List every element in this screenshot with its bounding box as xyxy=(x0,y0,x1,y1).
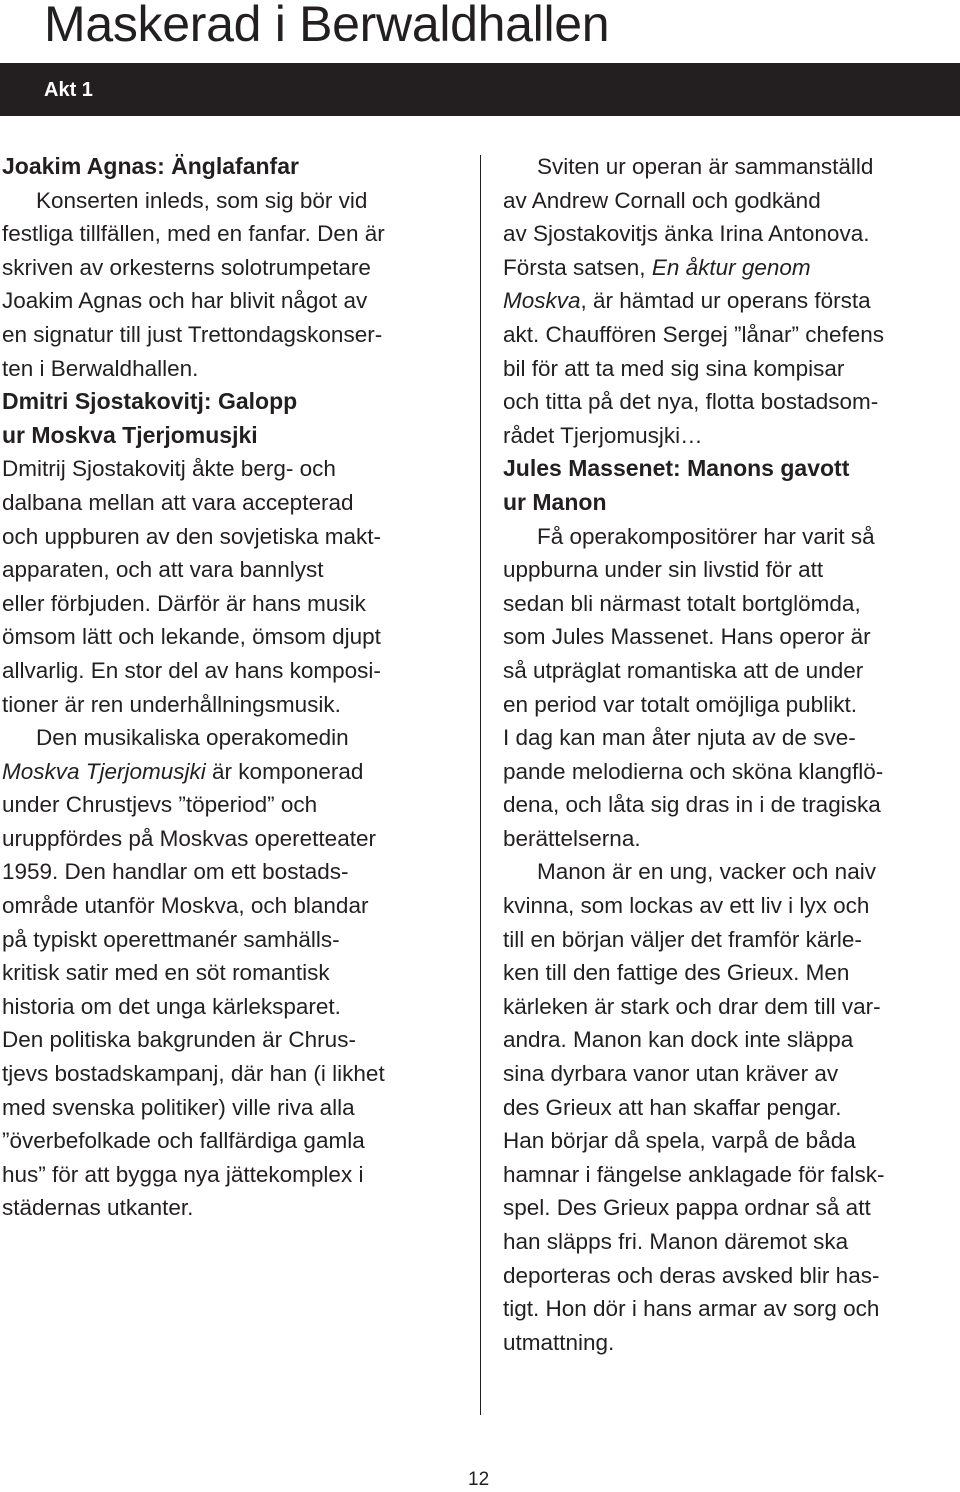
text-line: skriven av orkesterns solotrumpetare xyxy=(2,254,371,280)
text-line: allvarlig. En stor del av hans komposi- xyxy=(2,657,381,683)
text-line: sina dyrbara vanor utan kräver av xyxy=(503,1061,839,1087)
work-title: Moskva xyxy=(503,288,581,314)
text-line: som Jules Massenet. Hans operor är xyxy=(503,624,871,650)
heading-galopp xyxy=(2,385,457,452)
text-line: Konserten inleds, som sig bör vid xyxy=(36,187,368,213)
text-line: till en början väljer det framför kärle- xyxy=(503,926,862,952)
text-line: en period var totalt omöjliga publikt. xyxy=(503,691,857,717)
text-line: tigt. Hon dör i hans armar av sorg och xyxy=(503,1296,880,1322)
text-line: städernas utkanter. xyxy=(2,1195,194,1221)
work-title: Moskva Tjerjomusjki xyxy=(2,758,206,784)
text-line: så utpräglat romantiska att de under xyxy=(503,657,864,683)
text-line: festliga tillfällen, med en fanfar. Den är xyxy=(2,221,385,247)
text-line: utmattning. xyxy=(503,1329,615,1355)
page-number: 12 xyxy=(468,1469,490,1490)
act-header-bar xyxy=(0,63,960,116)
text-line: eller förbjuden. Därför är hans musik xyxy=(2,590,366,616)
text-line: dena, och låta sig dras in i de tragiska xyxy=(503,792,881,818)
text-line: pande melodierna och sköna klangflö- xyxy=(503,758,884,784)
paragraph-manon-story xyxy=(503,855,958,1359)
text-line: område utanför Moskva, och blandar xyxy=(2,893,369,919)
text-line: rådet Tjerjomusjki… xyxy=(503,422,703,448)
text-line: kvinna, som lockas av ett liv i lyx och xyxy=(503,893,870,919)
heading-line: ur Manon xyxy=(503,488,607,515)
text-line: och titta på det nya, flotta bostadsom- xyxy=(503,389,879,415)
text-line: 1959. Den handlar om ett bostads- xyxy=(2,859,349,885)
heading-manon xyxy=(503,452,958,519)
text-line: akt. Chauffören Sergej ”lånar” chefens xyxy=(503,321,885,347)
text-line: kritisk satir med en söt romantisk xyxy=(2,960,330,986)
paragraph-massenet xyxy=(503,520,958,856)
column-divider xyxy=(480,155,481,1415)
page-title: Maskerad i Berwaldhallen xyxy=(44,0,610,52)
heading-line: Jules Massenet: Manons gavott xyxy=(503,455,850,482)
text-line: uruppfördes på Moskvas operetteater xyxy=(2,825,376,851)
left-column xyxy=(2,150,457,1225)
text-line: spel. Des Grieux pappa ordnar så att xyxy=(503,1195,871,1221)
text-line: Han börjar då spela, varpå de båda xyxy=(503,1128,856,1154)
text-line: Manon är en ung, vacker och naiv xyxy=(537,859,876,885)
text-line: ömsom lätt och lekande, ömsom djupt xyxy=(2,624,381,650)
text-line: med svenska politiker) ville riva alla xyxy=(2,1094,355,1120)
text-line: Sviten ur operan är sammanställd xyxy=(537,154,874,179)
text-line: en signatur till just Trettondagskonser- xyxy=(2,321,383,347)
text-line: av Andrew Cornall och godkänd xyxy=(503,187,821,213)
text-line: andra. Manon kan dock inte släppa xyxy=(503,1027,854,1053)
heading-line: Joakim Agnas: Änglafanfar xyxy=(2,153,299,179)
paragraph-anglafanfar xyxy=(2,184,457,386)
text-line: I dag kan man åter njuta av de sve- xyxy=(503,725,856,751)
text-line: Första satsen, En åktur genom xyxy=(503,254,811,280)
text-line: Den politiska bakgrunden är Chrus- xyxy=(2,1027,356,1053)
right-column xyxy=(503,150,958,1359)
text-line: kärleken är stark och drar dem till var- xyxy=(503,993,881,1019)
text-line: och uppburen av den sovjetiska makt- xyxy=(2,523,381,549)
paragraph-operakomedin xyxy=(2,721,457,1225)
paragraph-sjostakovitj xyxy=(2,452,457,721)
text-line: Moskva Tjerjomusjki är komponerad xyxy=(2,758,364,784)
text-line: av Sjostakovitjs änka Irina Antonova. xyxy=(503,221,870,247)
text-line: hus” för att bygga nya jättekomplex i xyxy=(2,1161,364,1187)
text-line: Joakim Agnas och har blivit något av xyxy=(2,288,368,314)
heading-line: ur Moskva Tjerjomusjki xyxy=(2,421,258,448)
text-line: Den musikaliska operakomedin xyxy=(36,725,349,751)
work-title: En åktur genom xyxy=(651,254,811,280)
act-label: Akt 1 xyxy=(44,79,93,101)
text-line: deporteras och deras avsked blir has- xyxy=(503,1262,880,1288)
text-line: historia om det unga kärleksparet. xyxy=(2,993,341,1019)
text-line: uppburna under sin livstid för att xyxy=(503,557,824,583)
heading-line: Dmitri Sjostakovitj: Galopp xyxy=(2,388,298,415)
text-line: på typiskt operettmanér samhälls- xyxy=(2,926,340,952)
text-line: berättelserna. xyxy=(503,825,641,851)
text-line: apparaten, och att vara bannlyst xyxy=(2,557,324,583)
text-line: han släpps fri. Manon däremot ska xyxy=(503,1229,849,1254)
text-line: tjevs bostadskampanj, där han (i likhet xyxy=(2,1061,385,1087)
text-line: dalbana mellan att vara accepterad xyxy=(2,489,354,515)
text-line: under Chrustjevs ”töperiod” och xyxy=(2,792,318,818)
text-line: hamnar i fängelse anklagade för falsk- xyxy=(503,1161,885,1187)
text-line: Moskva, är hämtad ur operans första xyxy=(503,288,871,314)
heading-anglafanfar xyxy=(2,150,457,184)
paragraph-sviten xyxy=(503,150,958,452)
text-line: tioner är ren underhållningsmusik. xyxy=(2,691,341,717)
text-line: sedan bli närmast totalt bortglömda, xyxy=(503,590,861,616)
text-line: Dmitrij Sjostakovitj åkte berg- och xyxy=(2,456,336,482)
text-line: ten i Berwaldhallen. xyxy=(2,355,199,381)
text-line: bil för att ta med sig sina kompisar xyxy=(503,355,845,381)
text-line: Få operakompositörer har varit så xyxy=(537,523,875,549)
text-line: ken till den fattige des Grieux. Men xyxy=(503,960,850,986)
text-line: ”överbefolkade och fallfärdiga gamla xyxy=(2,1128,365,1154)
text-line: des Grieux att han skaffar pengar. xyxy=(503,1094,842,1120)
